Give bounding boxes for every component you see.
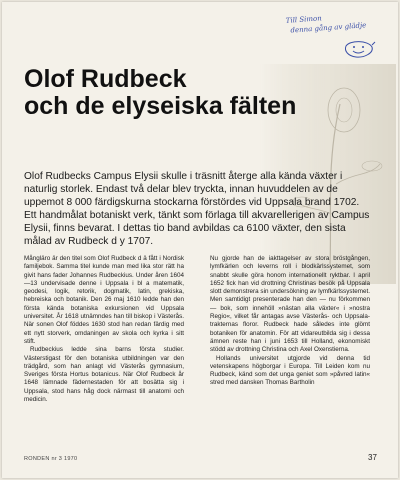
smiley-signature-icon — [342, 36, 376, 60]
issue-footer: RONDEN nr 3 1970 — [24, 456, 78, 462]
title-line-2: och de elyseiska fälten — [24, 92, 297, 120]
body-paragraph: Mångläro är den titel som Olof Rudbeck d ä fått i Nordisk familjebok. Samma titel kunde man med lika stor rätt ha givit hans fader Johannes Rudbeckius. Under åren 1604—13 undervisade denne i Uppsala i bl a matematik, geodesi, logik, retorik, dogmatik, latin, grekiska, hebreiska och botanik. Den 26 maj 1610 ledde han den första kända botaniska exkursionen vid Uppsala universitet. År 1618 utnämndes han till biskop i Västerås. När sonen Olof föddes 1630 stod han redan färdig med ett nytt storverk, omdaningen av skola och kyrka i sitt stift. — [24, 255, 184, 345]
page-number: 37 — [368, 453, 377, 462]
handwritten-dedication — [285, 8, 396, 36]
body-paragraph: Hollands universitet utgjorde vid denna tid vetenskapens högborgar i Europa. Till Leiden kom nu Rudbeck, känd som det unga geniet som »påvred latin« stred med dansken Thomas Bartholin — [210, 354, 370, 387]
lead-paragraph: Olof Rudbecks Campus Elysii skulle i träsnitt återge alla kända växter i naturlig storlek. Endast två delar blev tryckta, innan huvuddelen av de uppemot 8 000 färdigskurna stockarna förstördes vid Uppsala brand 1702. Ett handmålat botaniskt verk, tänkt som förlaga till akvarellerigen av Campus Elysii, finns bevarat. I dettas tio band avbildas ca 6100 växter, den sista målad av Rudbeck d y 1707. — [24, 171, 370, 247]
body-paragraph: Rudbeckius ledde sina barns första studier. Västerstigast för den botaniska utbildningen var den trädgård, som han anlagt vid Västerås gymnasium, Sveriges första Hortus botanicus. När Olof Rudbeck år 1648 lämnade fädernestaden för att bosätta sig i Uppsala, stod hans håg dock närmast till anatomi och medicin. — [24, 346, 184, 404]
article-title — [24, 66, 324, 120]
dedication-line-1: Till Simon — [285, 14, 322, 25]
body-column-right — [210, 255, 370, 388]
dedication-line-2: denna gång av glädje — [290, 21, 367, 35]
title-line-1: Olof Rudbeck — [24, 65, 187, 93]
magazine-page — [2, 2, 398, 478]
body-paragraph: Nu gjorde han de iakttagelser av stora bröstgången, lymfkärlen och leverns roll i blodkärlssystemet, som snabbt skulle göra honom internationellt ryktbar. I april 1652 fick han vid drottning Christinas besök på Uppsala slott demonstrera sin undersökning av lymfkärlssystemet. Men samtidigt presenterade han den — nu förkommen — bok, som innehöll »nästan alla växter« i »nostra Regio«, vilket får antagas avse Västerås- och Uppsala-trakternas floror. Rudbeck hade således inte glömt botaniken för anatomin. För att vidareutbilda sig i dessa ämnen reste han i juni 1653 till Holland, ekonomiskt stödd av drottning Christina och Axel Oxenstierna. — [210, 255, 370, 354]
body-column-left — [24, 255, 184, 404]
